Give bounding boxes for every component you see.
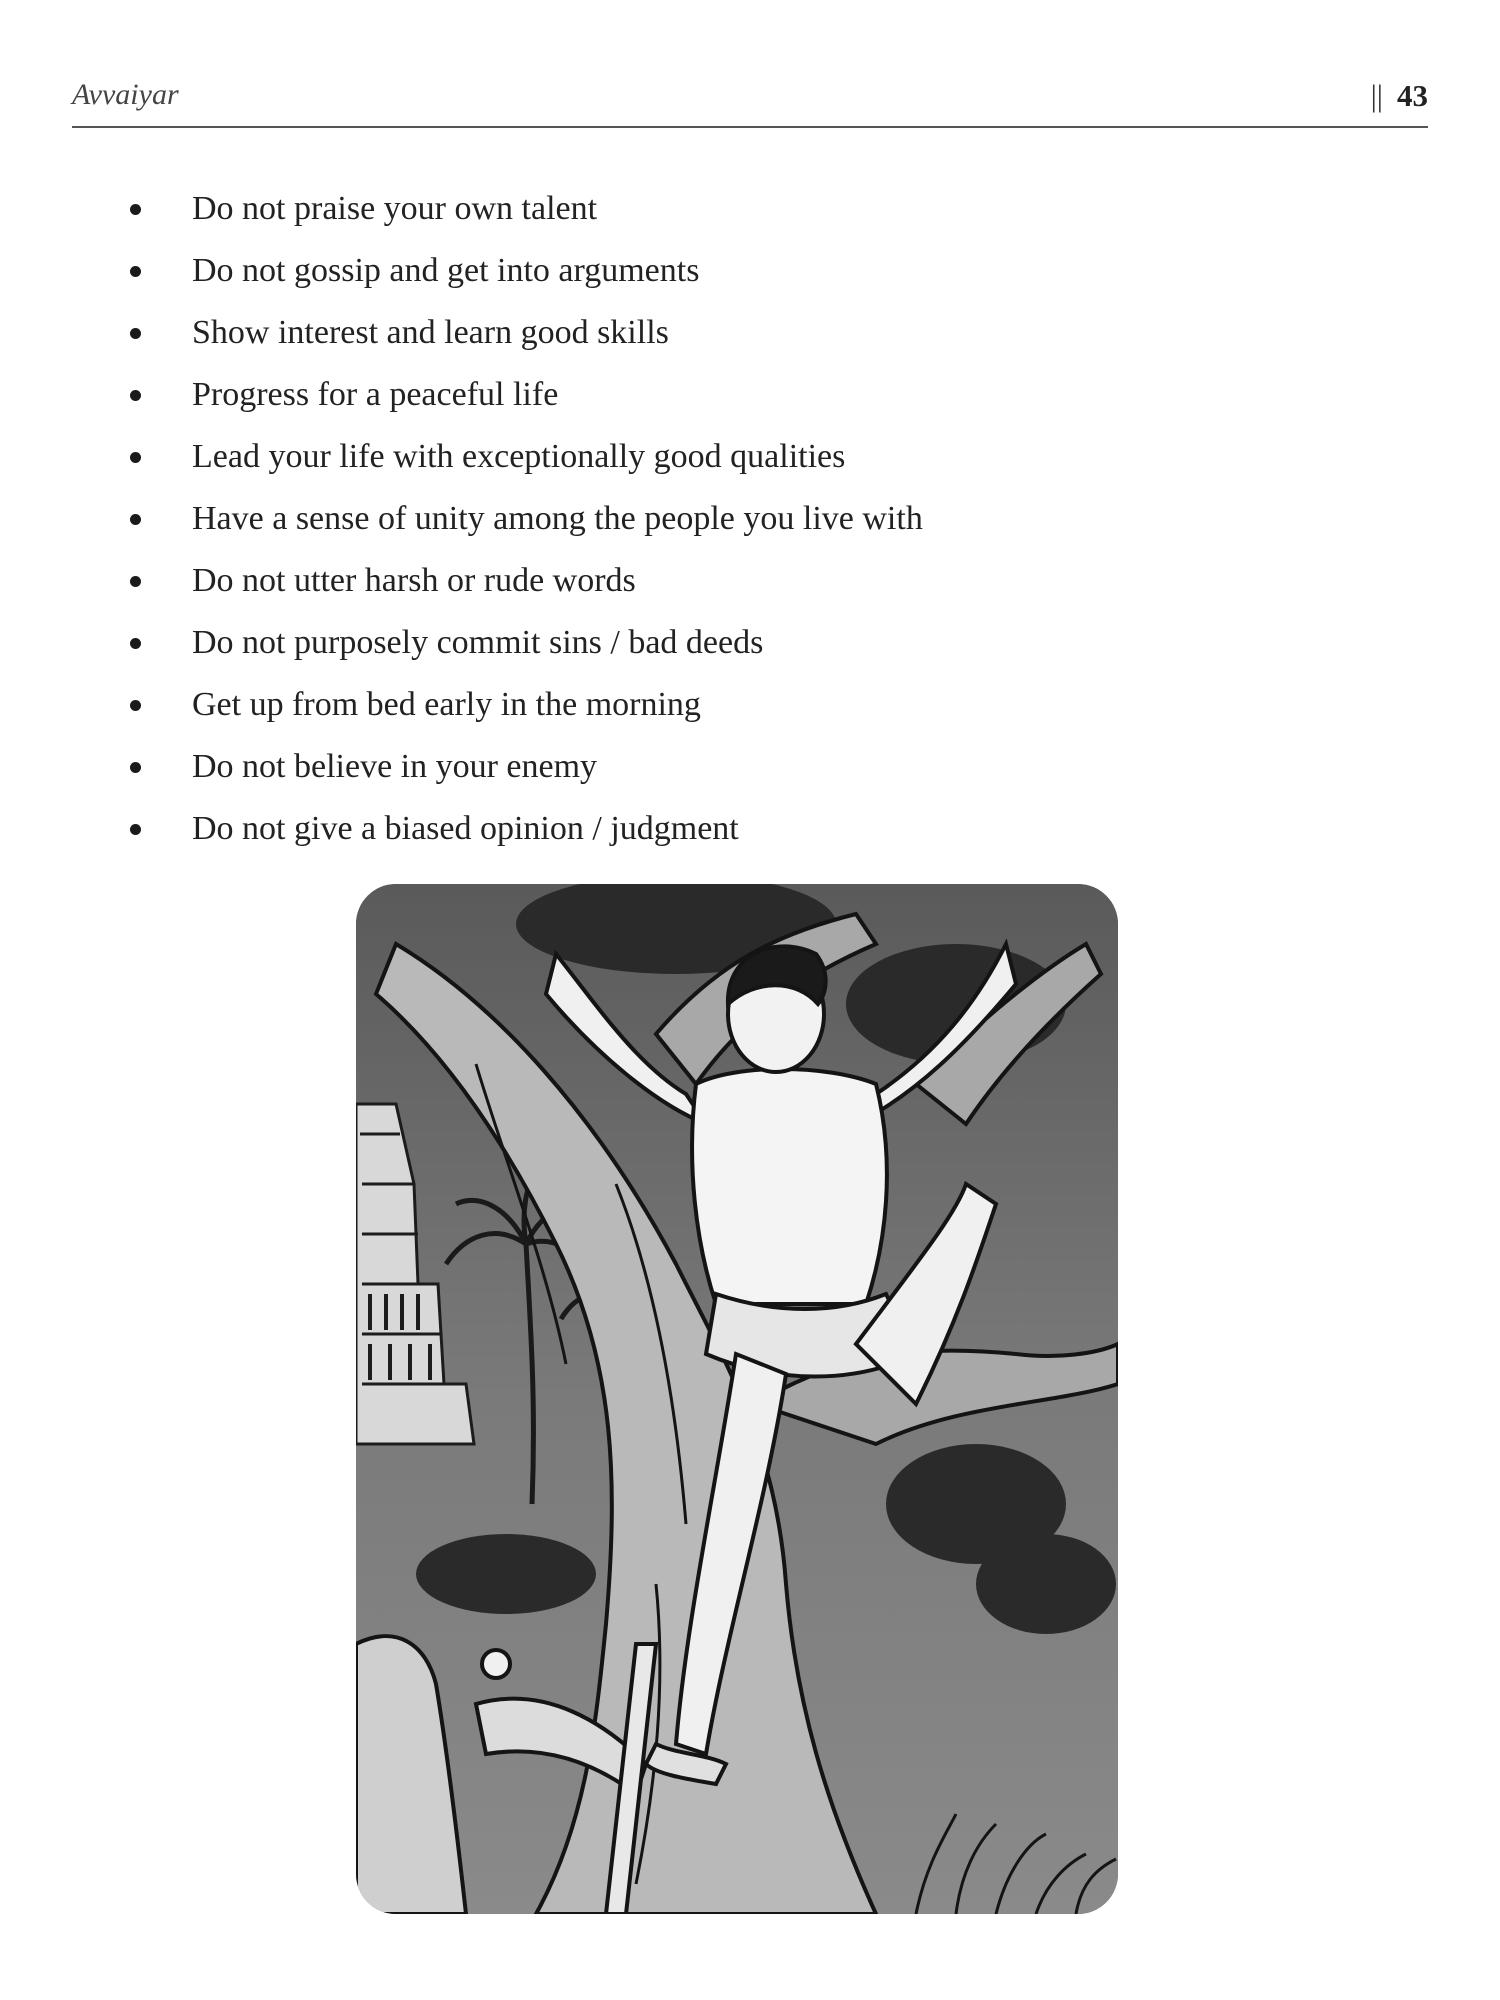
list-item: Do not praise your own talent [122,178,923,240]
running-title: Avvaiyar [72,78,179,111]
list-item: Show interest and learn good skills [122,302,923,364]
list-item: Progress for a peaceful life [122,364,923,426]
list-item: Do not give a biased opinion / judgment [122,798,923,860]
list-item: Do not gossip and get into arguments [122,240,923,302]
page-number-separator: || [1370,78,1383,113]
list-item: Get up from bed early in the morning [122,674,923,736]
list-item: Do not purposely commit sins / bad deeds [122,612,923,674]
list-item: Have a sense of unity among the people you live with [122,488,923,550]
list-item: Do not believe in your enemy [122,736,923,798]
advice-list [122,178,923,860]
page-header [72,74,1428,128]
list-item: Do not utter harsh or rude words [122,550,923,612]
page-number: 43 [1397,78,1428,113]
illustration-boy-in-tree [356,884,1118,1914]
illustration-drawing [356,884,1118,1914]
page-number-block [1371,78,1428,114]
list-item: Lead your life with exceptionally good qualities [122,426,923,488]
